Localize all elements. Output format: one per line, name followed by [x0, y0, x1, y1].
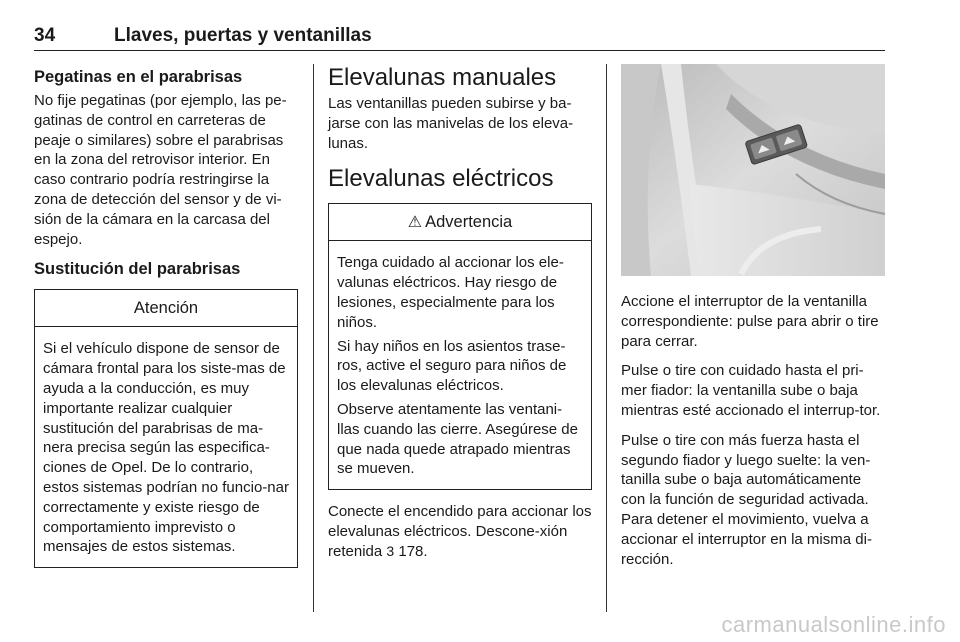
ignition-paragraph	[328, 502, 592, 561]
page-ref-arrow-icon: 3	[386, 542, 395, 559]
chapter-title: Llaves, puertas y ventanillas	[114, 25, 372, 46]
attention-box	[34, 289, 298, 568]
door-panel-illustration	[621, 64, 885, 276]
first-detent-paragraph: Pulse o tire con cuidado hasta el pri-mer fiador: la ventanilla sube o baja mientras esté accionado el interrup-tor.	[621, 362, 881, 419]
heading-manual-windows: Elevalunas manuales	[328, 64, 557, 91]
column-middle	[328, 64, 592, 572]
ignition-text: Conecte el encendido para accionar los elevalunas eléctricos. Descone-xión retenida	[328, 503, 592, 560]
column-right	[621, 64, 885, 579]
window-switch-photo	[621, 64, 885, 276]
heading-windshield-replacement: Sustitución del parabrisas	[34, 260, 241, 279]
warning-triangle-icon: ⚠	[407, 214, 423, 232]
page-reference: 178.	[398, 542, 428, 560]
page-number: 34	[34, 25, 56, 46]
page-header	[34, 20, 885, 51]
column-divider	[313, 64, 314, 612]
manual-windows-paragraph: Las ventanillas pueden subirse y ba-jarse con las manivelas de los eleva-lunas.	[328, 95, 574, 152]
warning-paragraph: Observe atentamente las ventani-llas cuando las cierre. Asegúrese de que nada quede atrapado mientras se mueven.	[337, 400, 578, 478]
switch-instruction-paragraph: Accione el interruptor de la ventanilla correspondiente: pulse para abrir o tire para cerrar.	[621, 293, 879, 350]
second-detent-paragraph: Pulse o tire con más fuerza hasta el segundo fiador y luego suelte: la ven-tanilla sube o baja automáticamente con la función de seguridad activada. Para detener el movimiento, vuelva a accionar el interruptor en la misma di-rección.	[621, 431, 872, 568]
attention-text: Si el vehículo dispone de sensor de cámara frontal para los siste-mas de ayuda a la conducción, es muy importante realizar cualquier sustitución del parabrisas de ma-nera precisa según las especifica-ciones de Opel. De lo contrario, estos sistemas podrían no funcio-nar correctamente y existe riesgo de comportamiento imprevisto o mensajes de estos sistemas.	[43, 340, 289, 556]
warning-paragraph: Si hay niños en los asientos trase-ros, active el seguro para niños de los elevalunas eléctricos.	[337, 337, 567, 395]
warning-header	[329, 204, 591, 241]
heading-windshield-stickers: Pegatinas en el parabrisas	[34, 68, 243, 86]
warning-box	[328, 203, 592, 490]
column-divider	[606, 64, 607, 612]
warning-paragraph: Tenga cuidado al accionar los ele-valunas eléctricos. Hay riesgo de lesiones, especialmente para los niños.	[337, 254, 564, 331]
attention-title: Atención	[35, 290, 297, 327]
stickers-paragraph: No fije pegatinas (por ejemplo, las pe-gatinas de control en carreteras de peaje o similares) sobre el parabrisas en la zona del retrovisor interior. En caso contrario podría restringirse la zona de detección del sensor y de vi-sión de la cámara en la carcasa del espejo.	[34, 92, 287, 248]
heading-power-windows: Elevalunas eléctricos	[328, 165, 554, 193]
watermark: carmanualsonline.info	[721, 612, 946, 637]
column-left	[34, 64, 298, 578]
warning-title: Advertencia	[425, 212, 513, 231]
